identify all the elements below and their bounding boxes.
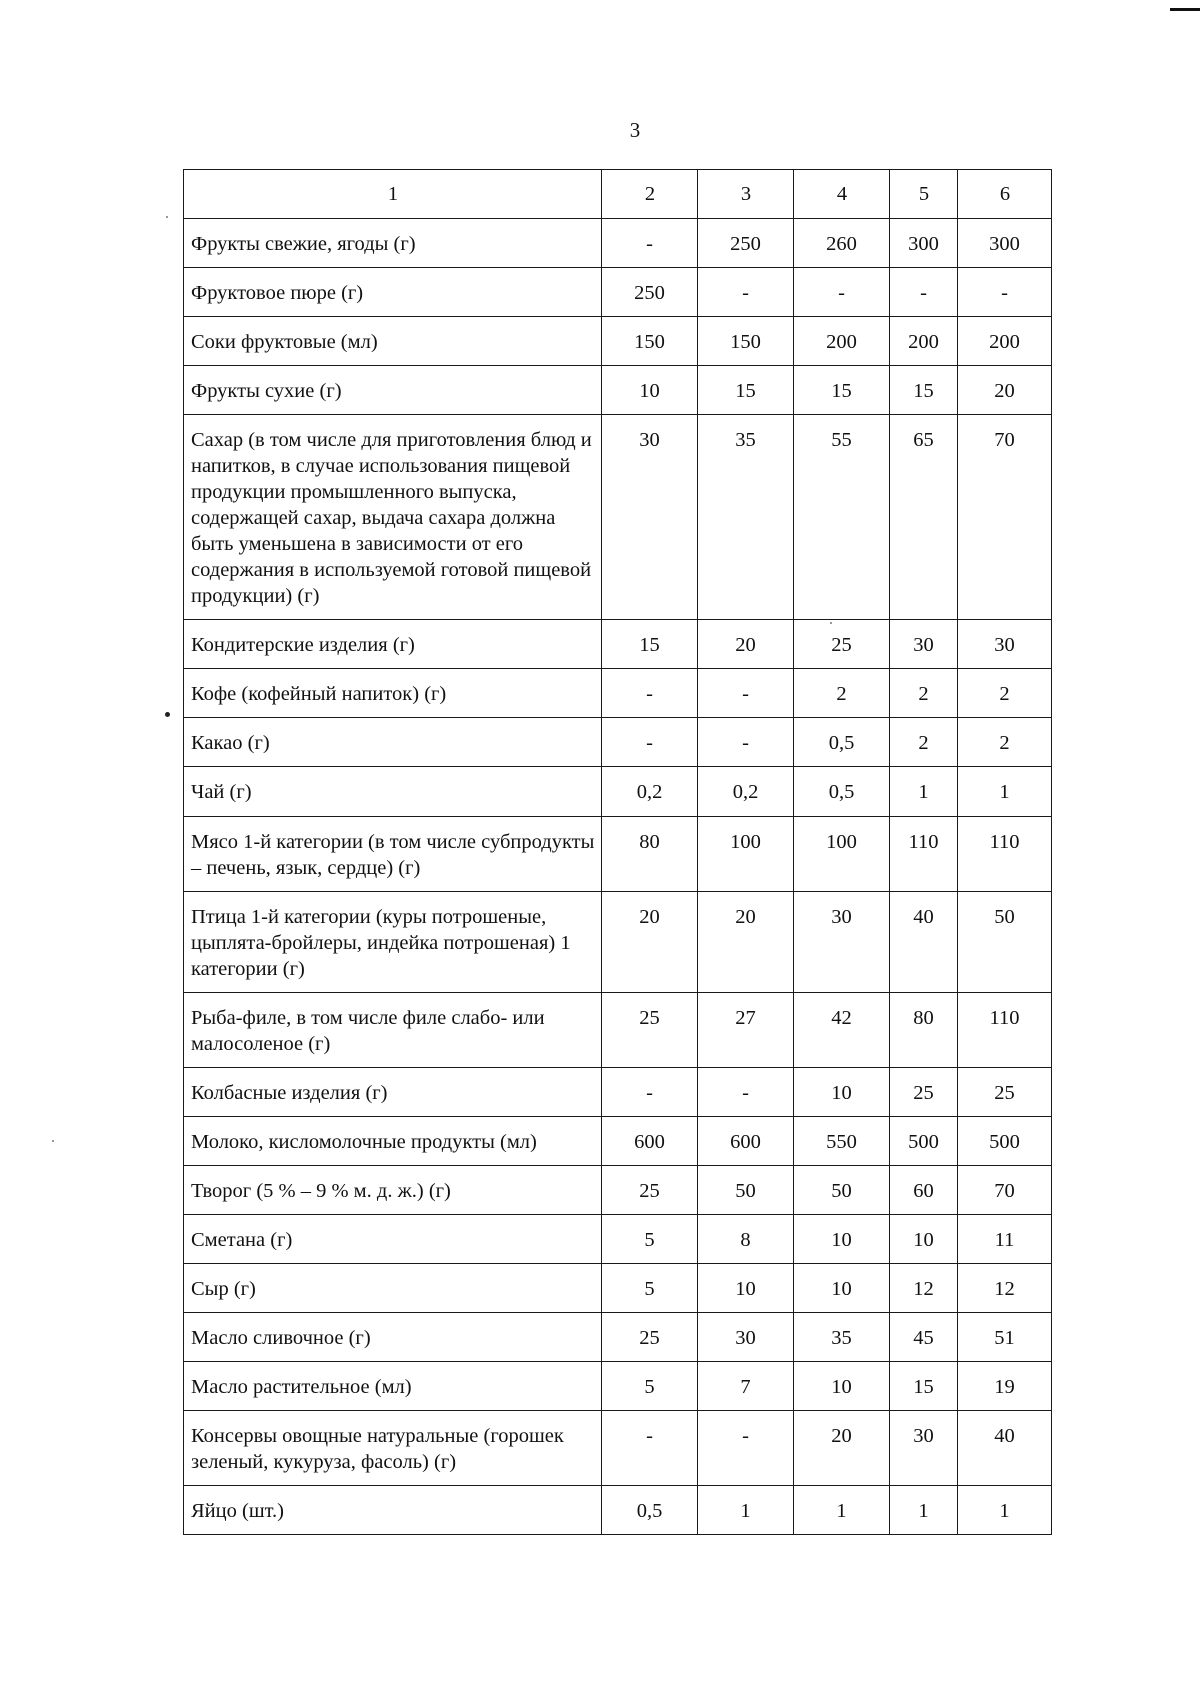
norm-value-cell: 10 bbox=[698, 1263, 794, 1312]
norm-value-cell: 30 bbox=[602, 415, 698, 620]
norm-value-cell: - bbox=[698, 1410, 794, 1485]
norm-value-cell: 200 bbox=[958, 317, 1052, 366]
norm-value-cell: 30 bbox=[794, 891, 890, 992]
norm-value-cell: 45 bbox=[890, 1312, 958, 1361]
norm-value-cell: 1 bbox=[890, 1486, 958, 1535]
table-row bbox=[184, 1361, 1052, 1410]
table-row bbox=[184, 1116, 1052, 1165]
norm-value-cell: 30 bbox=[890, 620, 958, 669]
norm-value-cell: 70 bbox=[958, 1165, 1052, 1214]
page-number: 3 bbox=[629, 118, 641, 142]
norm-value-cell: 0,5 bbox=[794, 767, 890, 816]
product-name-cell: Птица 1-й категории (куры потрошеные, цыплята-бройлеры, индейка потрошеная) 1 категории (г) bbox=[184, 891, 602, 992]
product-name-cell: Масло растительное (мл) bbox=[184, 1361, 602, 1410]
table-row bbox=[184, 669, 1052, 718]
product-name-cell: Сыр (г) bbox=[184, 1263, 602, 1312]
norm-value-cell: 600 bbox=[602, 1116, 698, 1165]
norm-value-cell: - bbox=[602, 219, 698, 268]
norm-value-cell: 110 bbox=[958, 992, 1052, 1067]
table-row bbox=[184, 1067, 1052, 1116]
norm-value-cell: - bbox=[794, 268, 890, 317]
norm-value-cell: 5 bbox=[602, 1361, 698, 1410]
norm-value-cell: 2 bbox=[890, 718, 958, 767]
norm-value-cell: 600 bbox=[698, 1116, 794, 1165]
norm-value-cell: 35 bbox=[698, 415, 794, 620]
product-name-cell: Кофе (кофейный напиток) (г) bbox=[184, 669, 602, 718]
norm-value-cell: 30 bbox=[698, 1312, 794, 1361]
norm-value-cell: 1 bbox=[958, 1486, 1052, 1535]
product-name-cell: Какао (г) bbox=[184, 718, 602, 767]
scan-speck bbox=[52, 1140, 54, 1142]
norm-value-cell: - bbox=[602, 718, 698, 767]
norm-value-cell: 2 bbox=[958, 718, 1052, 767]
table-row bbox=[184, 620, 1052, 669]
product-name-cell: Колбасные изделия (г) bbox=[184, 1067, 602, 1116]
norm-value-cell: 150 bbox=[602, 317, 698, 366]
norm-value-cell: 2 bbox=[958, 669, 1052, 718]
table-row bbox=[184, 1486, 1052, 1535]
header-cell: 5 bbox=[890, 170, 958, 219]
table-row bbox=[184, 1410, 1052, 1485]
norm-value-cell: - bbox=[602, 669, 698, 718]
product-name-cell: Рыба-филе, в том числе филе слабо- или малосоленое (г) bbox=[184, 992, 602, 1067]
norm-value-cell: 15 bbox=[698, 366, 794, 415]
product-name-cell: Яйцо (шт.) bbox=[184, 1486, 602, 1535]
norm-value-cell: 10 bbox=[794, 1263, 890, 1312]
norm-value-cell: 15 bbox=[890, 366, 958, 415]
norm-value-cell: 30 bbox=[890, 1410, 958, 1485]
table-row bbox=[184, 268, 1052, 317]
norm-value-cell: 100 bbox=[794, 816, 890, 891]
norm-value-cell: 25 bbox=[958, 1067, 1052, 1116]
table-body bbox=[184, 170, 1052, 1535]
norm-value-cell: 260 bbox=[794, 219, 890, 268]
table-row bbox=[184, 219, 1052, 268]
norm-value-cell: 40 bbox=[890, 891, 958, 992]
table-row bbox=[184, 1312, 1052, 1361]
norm-value-cell: - bbox=[698, 1067, 794, 1116]
table-row bbox=[184, 816, 1052, 891]
norm-value-cell: 500 bbox=[890, 1116, 958, 1165]
norm-value-cell: 10 bbox=[794, 1067, 890, 1116]
table-row bbox=[184, 1263, 1052, 1312]
norm-value-cell: 50 bbox=[698, 1165, 794, 1214]
product-name-cell: Чай (г) bbox=[184, 767, 602, 816]
scan-speck bbox=[166, 216, 168, 218]
table-header-row bbox=[184, 170, 1052, 219]
norm-value-cell: - bbox=[602, 1410, 698, 1485]
norm-value-cell: - bbox=[698, 268, 794, 317]
table-row bbox=[184, 415, 1052, 620]
norm-value-cell: 5 bbox=[602, 1263, 698, 1312]
norm-value-cell: 2 bbox=[794, 669, 890, 718]
norm-value-cell: 500 bbox=[958, 1116, 1052, 1165]
norm-value-cell: 200 bbox=[794, 317, 890, 366]
header-cell: 2 bbox=[602, 170, 698, 219]
norm-value-cell: 150 bbox=[698, 317, 794, 366]
norm-value-cell: 0,5 bbox=[602, 1486, 698, 1535]
margin-bullet-mark bbox=[165, 712, 170, 717]
norm-value-cell: 50 bbox=[958, 891, 1052, 992]
food-norms-table bbox=[183, 169, 1052, 1535]
norm-value-cell: 20 bbox=[958, 366, 1052, 415]
norm-value-cell: - bbox=[698, 718, 794, 767]
header-cell: 3 bbox=[698, 170, 794, 219]
norm-value-cell: 10 bbox=[602, 366, 698, 415]
norm-value-cell: 250 bbox=[698, 219, 794, 268]
product-name-cell: Сахар (в том числе для приготовления блюд и напитков, в случае использования пищевой продукции промышленного выпуска, содержащей сахар, выдача сахара должна быть уменьшена в зависимости от его содержания в используемой готовой пищевой продукции) (г) bbox=[184, 415, 602, 620]
norm-value-cell: 8 bbox=[698, 1214, 794, 1263]
product-name-cell: Молоко, кисломолочные продукты (мл) bbox=[184, 1116, 602, 1165]
norm-value-cell: 30 bbox=[958, 620, 1052, 669]
norm-value-cell: 70 bbox=[958, 415, 1052, 620]
norm-value-cell: 25 bbox=[602, 1312, 698, 1361]
product-name-cell: Фруктовое пюре (г) bbox=[184, 268, 602, 317]
norm-value-cell: 15 bbox=[602, 620, 698, 669]
norm-value-cell: 15 bbox=[890, 1361, 958, 1410]
table-row bbox=[184, 317, 1052, 366]
norm-value-cell: 25 bbox=[602, 1165, 698, 1214]
norm-value-cell: 100 bbox=[698, 816, 794, 891]
norm-value-cell: - bbox=[958, 268, 1052, 317]
norm-value-cell: 550 bbox=[794, 1116, 890, 1165]
norm-value-cell: 42 bbox=[794, 992, 890, 1067]
product-name-cell: Мясо 1-й категории (в том числе субпродукты – печень, язык, сердце) (г) bbox=[184, 816, 602, 891]
norm-value-cell: 12 bbox=[890, 1263, 958, 1312]
norm-value-cell: 25 bbox=[890, 1067, 958, 1116]
table-row bbox=[184, 767, 1052, 816]
norm-value-cell: 35 bbox=[794, 1312, 890, 1361]
table-row bbox=[184, 992, 1052, 1067]
norm-value-cell: 0,5 bbox=[794, 718, 890, 767]
norm-value-cell: 1 bbox=[794, 1486, 890, 1535]
norm-value-cell: 300 bbox=[958, 219, 1052, 268]
product-name-cell: Консервы овощные натуральные (горошек зеленый, кукуруза, фасоль) (г) bbox=[184, 1410, 602, 1485]
norm-value-cell: 110 bbox=[890, 816, 958, 891]
product-name-cell: Фрукты сухие (г) bbox=[184, 366, 602, 415]
header-cell: 6 bbox=[958, 170, 1052, 219]
norm-value-cell: - bbox=[602, 1067, 698, 1116]
norm-value-cell: 25 bbox=[794, 620, 890, 669]
norm-value-cell: 15 bbox=[794, 366, 890, 415]
norm-value-cell: 12 bbox=[958, 1263, 1052, 1312]
norm-value-cell: 1 bbox=[890, 767, 958, 816]
norm-value-cell: 2 bbox=[890, 669, 958, 718]
norm-value-cell: 80 bbox=[602, 816, 698, 891]
norm-value-cell: 27 bbox=[698, 992, 794, 1067]
table-row bbox=[184, 1165, 1052, 1214]
norm-value-cell: 0,2 bbox=[698, 767, 794, 816]
product-name-cell: Фрукты свежие, ягоды (г) bbox=[184, 219, 602, 268]
norm-value-cell: 20 bbox=[602, 891, 698, 992]
header-cell: 4 bbox=[794, 170, 890, 219]
scan-corner-mark bbox=[1170, 8, 1200, 11]
norm-value-cell: 20 bbox=[698, 620, 794, 669]
norm-value-cell: - bbox=[698, 669, 794, 718]
product-name-cell: Масло сливочное (г) bbox=[184, 1312, 602, 1361]
product-name-cell: Творог (5 % – 9 % м. д. ж.) (г) bbox=[184, 1165, 602, 1214]
table-row bbox=[184, 718, 1052, 767]
norm-value-cell: 110 bbox=[958, 816, 1052, 891]
norm-value-cell: 40 bbox=[958, 1410, 1052, 1485]
norm-value-cell: 25 bbox=[602, 992, 698, 1067]
norm-value-cell: 250 bbox=[602, 268, 698, 317]
norm-value-cell: 55 bbox=[794, 415, 890, 620]
table-row bbox=[184, 891, 1052, 992]
product-name-cell: Кондитерские изделия (г) bbox=[184, 620, 602, 669]
norm-value-cell: 19 bbox=[958, 1361, 1052, 1410]
norm-value-cell: 1 bbox=[958, 767, 1052, 816]
norm-value-cell: 20 bbox=[794, 1410, 890, 1485]
norm-value-cell: 60 bbox=[890, 1165, 958, 1214]
norm-value-cell: 50 bbox=[794, 1165, 890, 1214]
norm-value-cell: 7 bbox=[698, 1361, 794, 1410]
norm-value-cell: 65 bbox=[890, 415, 958, 620]
norm-value-cell: 1 bbox=[698, 1486, 794, 1535]
norm-value-cell: 0,2 bbox=[602, 767, 698, 816]
norm-value-cell: 51 bbox=[958, 1312, 1052, 1361]
norm-value-cell: 5 bbox=[602, 1214, 698, 1263]
norm-value-cell: 10 bbox=[794, 1214, 890, 1263]
norm-value-cell: - bbox=[890, 268, 958, 317]
norm-value-cell: 20 bbox=[698, 891, 794, 992]
product-name-cell: Сметана (г) bbox=[184, 1214, 602, 1263]
product-name-cell: Соки фруктовые (мл) bbox=[184, 317, 602, 366]
table-row bbox=[184, 1214, 1052, 1263]
norm-value-cell: 10 bbox=[794, 1361, 890, 1410]
header-cell: 1 bbox=[184, 170, 602, 219]
norm-value-cell: 200 bbox=[890, 317, 958, 366]
norm-value-cell: 80 bbox=[890, 992, 958, 1067]
table-row bbox=[184, 366, 1052, 415]
norm-value-cell: 10 bbox=[890, 1214, 958, 1263]
norm-value-cell: 11 bbox=[958, 1214, 1052, 1263]
norm-value-cell: 300 bbox=[890, 219, 958, 268]
